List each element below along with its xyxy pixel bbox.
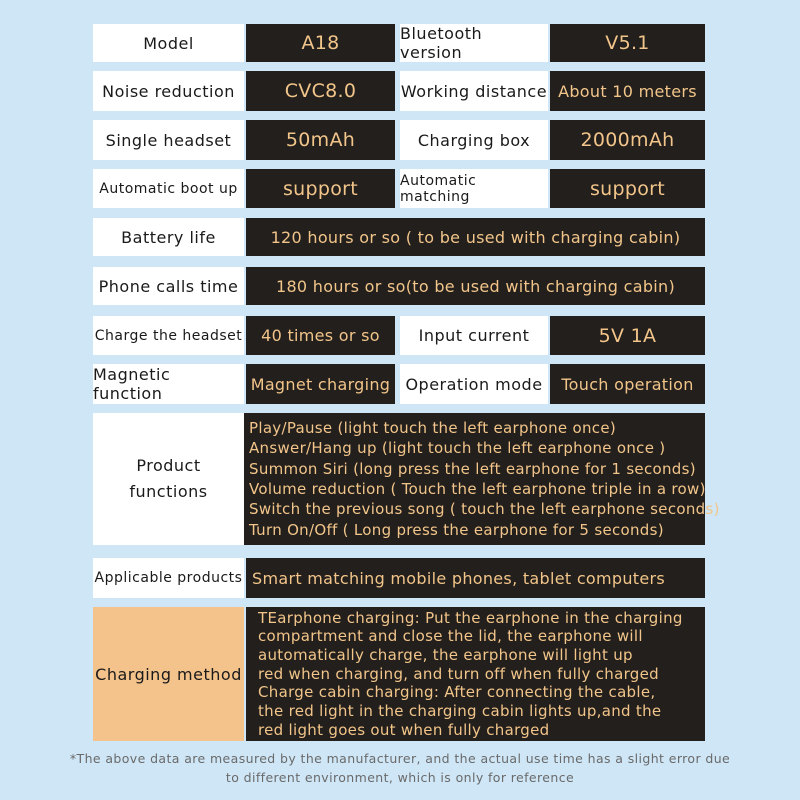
charging-line-3: automatically charge, the earphone will light up bbox=[258, 645, 633, 664]
battery-value: 120 hours or so ( to be used with charging cabin) bbox=[246, 218, 705, 256]
footnote-line-2: to different environment, which is only for reference bbox=[225, 770, 575, 785]
function-previous-song: Switch the previous song ( touch the left earphone seconds) bbox=[249, 500, 720, 519]
functions-label-line2: functions bbox=[129, 482, 208, 501]
distance-value: About 10 meters bbox=[550, 71, 705, 111]
function-play-pause: Play/Pause (light touch the left earphone once) bbox=[249, 419, 617, 438]
charging-line-6: the red light in the charging cabin lights up,and the bbox=[258, 702, 662, 721]
operation-value: Touch operation bbox=[550, 364, 705, 404]
matching-label: Automatic matching bbox=[400, 169, 548, 208]
boot-label: Automatic boot up bbox=[93, 169, 244, 208]
headset-label: Single headset bbox=[93, 120, 244, 160]
applicable-value: Smart matching mobile phones, tablet computers bbox=[246, 558, 705, 598]
noise-label: Noise reduction bbox=[93, 71, 244, 111]
footnote-line-1: *The above data are measured by the manufacturer, and the actual use time has a slight error due bbox=[69, 751, 731, 766]
functions-label bbox=[93, 413, 244, 545]
charging-line-2: compartment and close the lid, the earphone will bbox=[258, 627, 643, 646]
box-value: 2000mAh bbox=[550, 120, 705, 160]
functions-list bbox=[244, 413, 720, 545]
calls-value: 180 hours or so(to be used with charging cabin) bbox=[246, 267, 705, 305]
boot-value: support bbox=[246, 169, 395, 208]
input-value: 5V 1A bbox=[550, 316, 705, 355]
functions-label-line1: Product bbox=[136, 456, 201, 475]
charging-label: Charging method bbox=[93, 607, 244, 741]
matching-value: support bbox=[550, 169, 705, 208]
operation-label: Operation mode bbox=[400, 364, 548, 404]
battery-label: Battery life bbox=[93, 218, 244, 256]
footnote bbox=[0, 749, 800, 787]
charge-headset-value: 40 times or so bbox=[246, 316, 395, 355]
charging-line-5: Charge cabin charging: After connecting the cable, bbox=[258, 683, 656, 702]
bluetooth-value: V5.1 bbox=[550, 24, 705, 62]
charging-description bbox=[246, 607, 705, 741]
model-label: Model bbox=[93, 24, 244, 62]
bluetooth-label: Bluetooth version bbox=[400, 24, 548, 62]
function-summon-siri: Summon Siri (long press the left earphone for 1 seconds) bbox=[249, 459, 696, 478]
function-turn-on-off: Turn On/Off ( Long press the earphone for 5 seconds) bbox=[249, 520, 664, 539]
charging-line-1: TEarphone charging: Put the earphone in the charging bbox=[258, 608, 683, 627]
function-volume: Volume reduction ( Touch the left earphone triple in a row) bbox=[249, 480, 706, 498]
magnetic-value: Magnet charging bbox=[246, 364, 395, 404]
distance-label: Working distance bbox=[400, 71, 548, 111]
charge-headset-label: Charge the headset bbox=[93, 316, 244, 355]
headset-value: 50mAh bbox=[246, 120, 395, 160]
function-answer-hangup: Answer/Hang up (light touch the left earphone once ) bbox=[249, 439, 666, 458]
calls-label: Phone calls time bbox=[93, 267, 244, 305]
charging-line-7: red light goes out when fully charged bbox=[258, 720, 550, 739]
model-value: A18 bbox=[246, 24, 395, 62]
applicable-label: Applicable products bbox=[93, 558, 244, 598]
magnetic-label: Magnetic function bbox=[93, 364, 244, 404]
noise-value: CVC8.0 bbox=[246, 71, 395, 111]
charging-line-4: red when charging, and turn off when fully charged bbox=[258, 664, 659, 683]
box-label: Charging box bbox=[400, 120, 548, 160]
input-label: Input current bbox=[400, 316, 548, 355]
